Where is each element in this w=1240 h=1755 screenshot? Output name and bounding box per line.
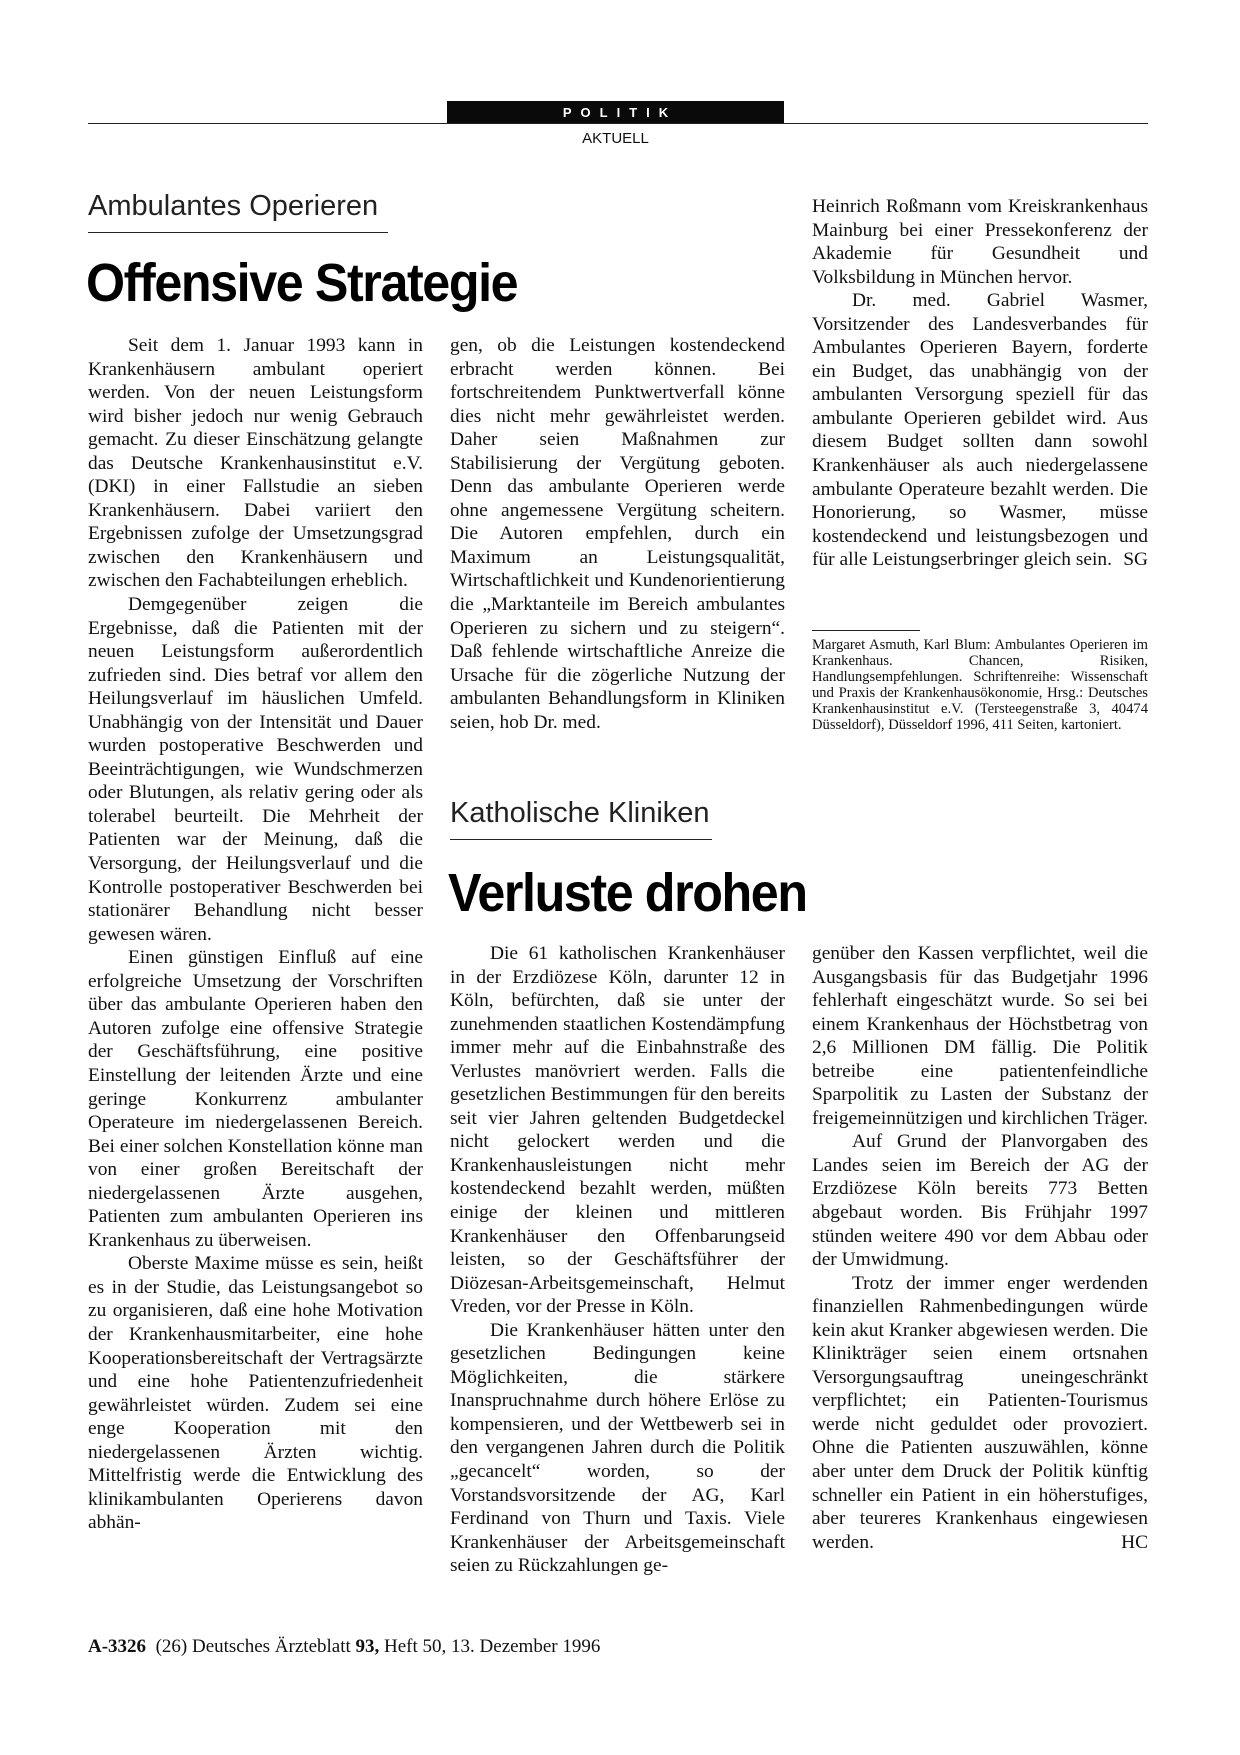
paragraph: Einen günstigen Einfluß auf eine erfolgreiche Umsetzung der Vorschriften über das ambulante Operieren haben den Autoren zufolge eine offensive Strategie der Geschäftsführung, eine positive Einstellung der leitenden Ärzte und eine geringe Konkurrenz ambulanter Operateure im niedergelassenen Bereich. Bei einer solchen Konstellation könne man von einer großen Bereitschaft der niedergelassenen Ärzte ausgehen, Patienten zum ambulanten Operieren ins Krankenhaus zu überweisen. (88, 947, 423, 1251)
paragraph: gen, ob die Leistungen kostendeckend erbracht werden können. Bei fortschreitendem Punktwertverfall könne dies nicht mehr gewährleistet werden. Daher seien Maßnahmen zur Stabilisierung der Vergütung geboten. Denn das ambulante Operieren werde ohne angemessene Vergütung scheitern. Die Autoren empfehlen, durch ein Maximum an Leistungsqualität, Wirtschaftlichkeit und Kundenorientierung die „Marktanteile im Bereich ambulantes Operieren zu sichern und zu steigern“. Daß fehlende wirtschaftliche Anreize die Ursache für die zögerliche Nutzung der ambulanten Behandlungsform in Kliniken seien, hob Dr. med. (450, 335, 785, 733)
author-signature: SG (1123, 549, 1148, 571)
paragraph: Die 61 katholischen Krankenhäuser in der Erzdiözese Köln, darunter 12 in Köln, befürchten, daß sie unter der zunehmenden staatlichen Kostendämpfung immer mehr auf die Einbahnstraße des Verlustes manövriert werden. Falls die gesetzlichen Bestimmungen für den bereits seit vier Jahren geltenden Budgetdeckel nicht gelockert werden und die Krankenhausleistungen nicht mehr kostendeckend bezahlt werden, müßten einige der kleinen und mittleren Krankenhäuser den Offenbarungseid leisten, so der Geschäftsführer der Diözesan-Arbeitsgemeinschaft, Helmut Vreden, vor der Presse in Köln. (450, 943, 785, 1318)
paragraph: Auf Grund der Planvorgaben des Landes seien im Bereich der AG der Erzdiözese Köln bereits 773 Betten abgebaut worden. Bis Frühjahr 1997 stünden weitere 490 vor dem Abbau oder der Umwidmung. (812, 1131, 1148, 1271)
footer-issue: Heft 50, 13. Dezember 1996 (384, 1636, 601, 1657)
subsection-label: AKTUELL (582, 130, 649, 147)
article2-headline: Verluste drohen (448, 863, 807, 923)
author-signature: HC (1121, 1531, 1148, 1553)
page-number: A-3326 (88, 1636, 147, 1657)
article1-column-3 (812, 195, 1148, 572)
article1-column-2 (450, 334, 785, 734)
article2-rubric-rule (450, 839, 712, 840)
article1-column-1 (88, 334, 423, 1535)
article2-column-1 (450, 942, 785, 1578)
paragraph (812, 1272, 1148, 1555)
reference-rule (812, 630, 920, 631)
paragraph: Die Krankenhäuser hätten unter den gesetzlichen Bedingungen keine Möglichkeiten, die stärkere Inanspruchnahme durch höhere Erlöse zu kompensieren, und der Wettbewerb sei in den vergangenen Jahren durch die Politik „gecancelt“ worden, so der Vorstandsvorsitzende der AG, Karl Ferdinand von Thurn und Taxis. Viele Krankenhäuser der Arbeitsgemeinschaft seien zu Rückzahlungen ge- (450, 1319, 785, 1577)
paragraph-text: Dr. med. Gabriel Wasmer, Vorsitzender des Landesverbandes für Ambulantes Operieren Bayern, forderte ein Budget, das unabhängig von der ambulanten Versorgung speziell für das ambulante Operieren gebildet wird. Aus diesem Budget sollten dann sowohl Krankenhäuser als auch niedergelassene ambulante Operateure bezahlt werden. Die Honorierung, so Wasmer, müsse kostendeckend und leistungsbezogen und für alle Leistungserbringer gleich sein. (812, 290, 1148, 571)
footer-volume: 93, (355, 1636, 380, 1657)
paragraph (812, 289, 1148, 572)
article1-rubric-rule (88, 232, 388, 233)
paragraph: Seit dem 1. Januar 1993 kann in Krankenhäusern ambulant operiert werden. Von der neuen Leistungsform wird bisher jedoch nur wenig Gebrauch gemacht. Zu dieser Einschätzung gelangte das Deutsche Krankenhausinstitut e.V. (DKI) in einer Fallstudie an sieben Krankenhäusern. Dabei variiert den Ergebnissen zufolge der Umsetzungsgrad zwischen den Krankenhäusern und zwischen den Fachabteilungen erheblich. (88, 335, 423, 592)
paragraph: genüber den Kassen verpflichtet, weil die Ausgangsbasis für das Budgetjahr 1996 fehlerhaft eingeschätzt wurde. So sei bei einem Krankenhaus der Höchstbetrag von 2,6 Millionen DM fällig. Die Politik betreibe eine patientenfeindliche Sparpolitik zu Lasten der Substanz der freigemeinnützigen und kirchlichen Träger. (812, 943, 1149, 1129)
paragraph-text: Trotz der immer enger werdenden finanziellen Rahmenbedingungen würde kein akut Kranker abgewiesen werden. Die Klinikträger seien einem ortsnahen Versorgungsauftrag uneingeschränkt verpflichtet; ein Patienten-Tourismus werde nicht geduldet oder provoziert. Ohne die Patienten auszuwählen, könne aber unter dem Druck der Politik künftig schneller ein Patient in ein höherstufiges, aber teureres Krankenhaus eingewiesen werden. (812, 1272, 1148, 1553)
header-rule (88, 123, 1148, 124)
article2-rubric: Katholische Kliniken (450, 797, 710, 829)
paragraph: Heinrich Roßmann vom Kreiskrankenhaus Mainburg bei einer Pressekonferenz der Akademie für Gesundheit und Volksbildung in München hervor. (812, 196, 1148, 288)
paragraph: Demgegenüber zeigen die Ergebnisse, daß die Patienten mit der neuen Leistungsform außerordentlich zufrieden sind. Dies betraf vor allem den Heilungsverlauf im häuslichen Umfeld. Unabhängig von der Intensität und Dauer wurden postoperative Beschwerden und Beeinträchtigungen, wie Wundschmerzen oder Blutungen, als relativ gering oder als tolerabel beurteilt. Die Mehrheit der Patienten war der Meinung, daß die Versorgung, der Heilungsverlauf und die Kontrolle postoperativer Beschwerden bei stationärer Behandlung nicht besser gewesen wären. (88, 594, 423, 945)
page-footer (88, 1636, 600, 1658)
section-label: POLITIK (447, 101, 784, 123)
paragraph: Oberste Maxime müsse es sein, heißt es in der Studie, das Leistungsangebot so zu organisieren, daß eine hohe Motivation der Krankenhausmitarbeiter, eine hohe Kooperationsbereitschaft der Vertragsärzte und eine hohe Patientenzufriedenheit gewährleistet würden. Zudem sei eine enge Kooperation mit den niedergelassenen Ärzten wichtig. Mittelfristig werde die Entwicklung des klinikambulanten Operierens davon abhän- (88, 1253, 423, 1534)
footer-journal: (26) Deutsches Ärzteblatt (155, 1636, 351, 1657)
article1-headline: Offensive Strategie (86, 253, 518, 313)
reference-note: Margaret Asmuth, Karl Blum: Ambulantes Operieren im Krankenhaus. Chancen, Risiken, Handlungsempfehlungen. Schriftenreihe: Wissenschaft und Praxis der Krankenhausökonomie, Hrsg.: Deutsches Krankenhausinstitut e.V. (Tersteegenstraße 3, 40474 Düsseldorf), Düsseldorf 1996, 411 Seiten, kartoniert. (812, 637, 1148, 734)
article2-column-2 (812, 942, 1148, 1554)
article1-rubric: Ambulantes Operieren (88, 190, 379, 222)
